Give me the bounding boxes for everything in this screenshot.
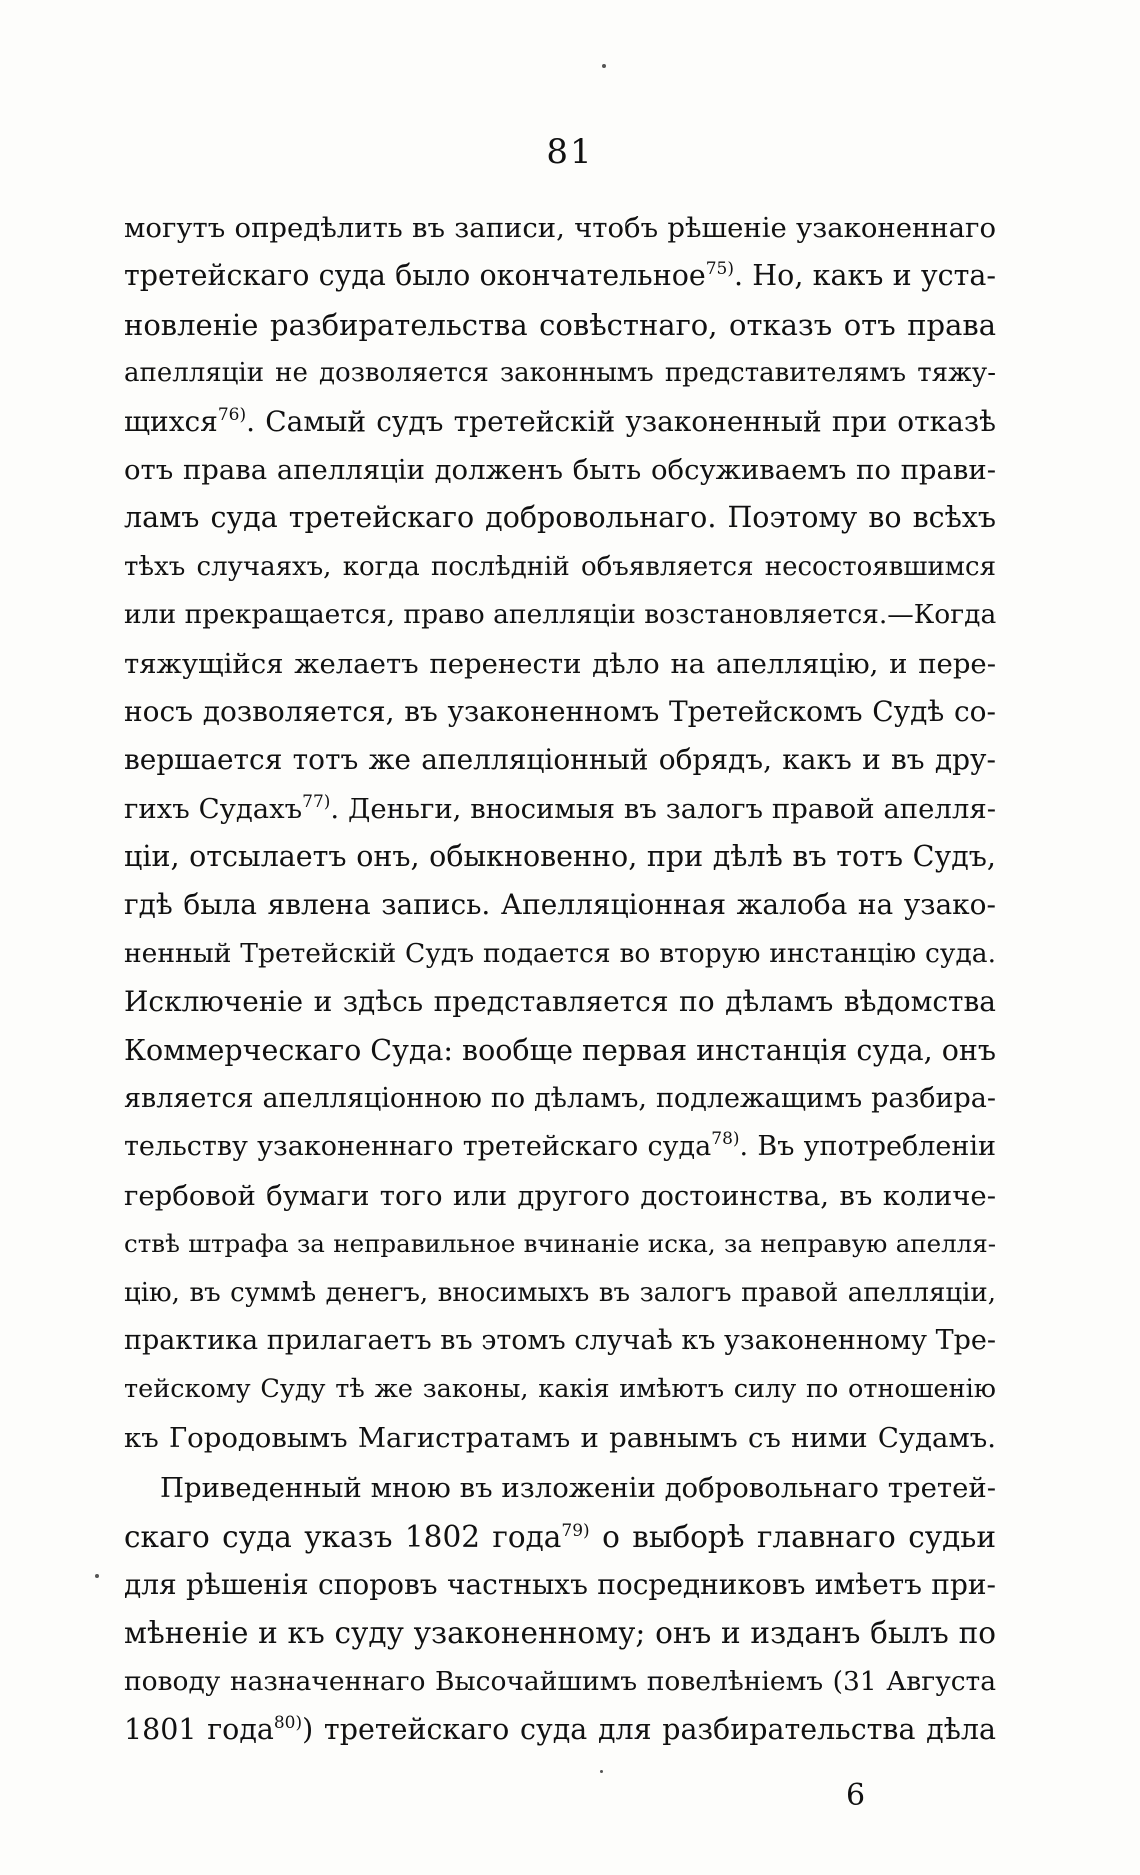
body-text — [124, 204, 996, 1755]
line-text: гихъ Судахъ — [124, 792, 303, 825]
text-line — [124, 1123, 996, 1171]
text-line — [124, 1464, 996, 1512]
text-line — [124, 398, 996, 446]
line-text: скаго суда указъ 1802 года — [124, 1519, 562, 1554]
line-text: 1801 года — [124, 1713, 274, 1747]
text-line — [124, 349, 996, 397]
footnote-reference: 76) — [217, 404, 247, 425]
text-line — [124, 1658, 996, 1706]
text-line — [124, 494, 996, 542]
text-line — [124, 785, 996, 833]
paper-speck — [602, 64, 606, 68]
line-text: отъ права апелляціи долженъ быть обсуживаемъ по прави- — [124, 453, 996, 486]
line-text: третейскаго суда было окончательное — [124, 259, 706, 293]
line-text: вершается тотъ же апелляціонный обрядъ, какъ и въ дру- — [124, 743, 996, 777]
text-line — [124, 543, 996, 591]
line-text: могутъ опредѣлить въ записи, чтобъ рѣшеніе узаконеннаго — [124, 212, 996, 244]
line-text: . Деньги, вносимыя въ залогъ правой апелля- — [330, 792, 996, 825]
text-line — [124, 1317, 996, 1365]
text-line — [124, 1609, 996, 1657]
line-text: практика прилагаетъ въ этомъ случаѣ къ узаконенному Тре- — [124, 1324, 996, 1356]
paper-speck — [600, 1770, 603, 1773]
line-text: ствѣ штрафа за неправильное вчинаніе иска, за неправую апелля- — [124, 1229, 996, 1259]
text-line — [124, 1269, 996, 1317]
text-line — [124, 1027, 996, 1075]
line-text: гербовой бумаги того или другого достоинства, въ количе- — [124, 1179, 996, 1212]
text-line — [124, 736, 996, 784]
line-text: гдѣ была явлена запись. Апелляціонная жалоба на узако- — [124, 888, 996, 922]
text-line — [124, 252, 996, 300]
text-line — [124, 833, 996, 881]
printer-signature-mark: 6 — [846, 1778, 866, 1813]
line-text: апелляціи не дозволяется законнымъ представителямъ тяжу- — [124, 358, 996, 389]
line-text: цію, въ суммѣ денегъ, вносимыхъ въ залогъ правой апелляціи, — [124, 1277, 996, 1308]
text-line — [124, 1172, 996, 1220]
text-line — [124, 640, 996, 688]
line-text: щихся — [124, 404, 218, 438]
line-text: новленіе разбирательства совѣстнаго, отказъ отъ права — [124, 307, 996, 342]
line-text: мѣненіе и къ суду узаконенному; онъ и изданъ былъ по — [124, 1616, 996, 1651]
line-text: . Въ употребленіи — [739, 1131, 996, 1163]
line-text: ламъ суда третейскаго добровольнаго. Поэтому во всѣхъ — [124, 501, 996, 535]
text-line — [124, 688, 996, 736]
footnote-reference: 79) — [561, 1520, 590, 1541]
line-text: о выборѣ главнаго судьи — [589, 1519, 996, 1554]
text-line — [124, 301, 996, 349]
text-line — [124, 1220, 996, 1268]
line-text: . Но, какъ и уста- — [734, 259, 996, 293]
line-text: ціи, отсылаетъ онъ, обыкновенно, при дѣлѣ въ тотъ Судъ, — [124, 840, 996, 874]
text-line — [124, 1561, 996, 1609]
text-line — [124, 881, 996, 929]
text-line — [124, 1706, 996, 1754]
line-text: тельству узаконеннаго третейскаго суда — [124, 1131, 712, 1163]
line-text: тѣхъ случаяхъ, когда послѣдній объявляется несостоявшимся — [124, 551, 996, 582]
page-number: 81 — [546, 132, 594, 172]
footnote-reference: 75) — [705, 259, 734, 280]
paper-speck — [95, 1574, 99, 1578]
text-line — [124, 1513, 996, 1561]
text-line — [124, 591, 996, 639]
text-line — [124, 446, 996, 494]
line-text: ненный Третейскій Судъ подается во вторую инстанцію суда. — [124, 937, 996, 969]
line-text: Исключеніе и здѣсь представляется по дѣламъ вѣдомства — [124, 985, 996, 1019]
text-line — [124, 204, 996, 252]
line-text: ) третейскаго суда для разбирательства дѣла — [302, 1713, 996, 1747]
line-text: къ Городовымъ Магистратамъ и равнымъ съ ними Судамъ. — [124, 1421, 996, 1454]
text-line — [124, 930, 996, 978]
line-text: . Самый судъ третейскій узаконенный при отказѣ — [246, 404, 996, 438]
text-line — [124, 1414, 996, 1462]
line-text: для рѣшенія споровъ частныхъ посредниковъ имѣетъ при- — [124, 1567, 996, 1601]
line-text: Коммерческаго Суда: вообще первая инстанція суда, онъ — [124, 1033, 997, 1067]
line-text: тяжущійся желаетъ перенести дѣло на апелляцію, и пере- — [124, 647, 996, 680]
footnote-reference: 77) — [302, 791, 331, 812]
text-line — [124, 1075, 996, 1123]
line-text: является апелляціонною по дѣламъ, подлежащимъ разбира- — [124, 1083, 996, 1115]
line-text: носъ дозволяется, въ узаконенномъ Третейскомъ Судѣ со- — [124, 694, 996, 728]
line-text: или прекращается, право апелляціи возстановляется.—Когда — [124, 599, 997, 631]
line-text: поводу назначеннаго Высочайшимъ повелѣніемъ (31 Августа — [124, 1665, 996, 1697]
footnote-reference: 80) — [273, 1713, 303, 1734]
text-line — [124, 1365, 996, 1413]
line-text: Приведенный мною въ изложеніи добровольнаго третей- — [160, 1472, 996, 1505]
text-line — [124, 978, 996, 1026]
line-text: тейскому Суду тѣ же законы, какія имѣютъ силу по отношенію — [124, 1374, 996, 1405]
footnote-reference: 78) — [711, 1129, 740, 1150]
